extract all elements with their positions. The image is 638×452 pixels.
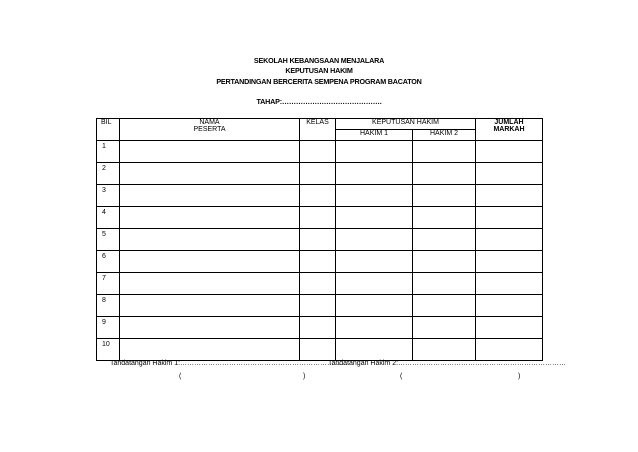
table-row [97,339,543,361]
header-bil: BIL [97,119,120,141]
stage-field: TAHAP:……………………………………. [256,97,382,106]
row-class[interactable] [300,339,336,361]
row-total[interactable] [476,185,543,207]
row-name[interactable] [120,339,300,361]
header-keputusan: KEPUTUSAN HAKIM [336,119,476,130]
row-hakim2[interactable] [413,317,476,339]
row-hakim1[interactable] [336,207,413,229]
header-jumlah-line2: MARKAH [493,126,525,133]
table-row [97,251,543,273]
row-hakim2[interactable] [413,207,476,229]
row-hakim1[interactable] [336,317,413,339]
row-hakim1[interactable] [336,251,413,273]
header-nama-line2: PESERTA [193,126,226,133]
row-name[interactable] [120,229,300,251]
row-class[interactable] [300,273,336,295]
judge2-name-open-paren: ( [400,373,403,380]
row-hakim1[interactable] [336,229,413,251]
header-kelas: KELAS [300,119,336,141]
row-name[interactable] [120,273,300,295]
header-jumlah-line1: JUMLAH [494,119,524,126]
row-hakim2[interactable] [413,229,476,251]
row-name[interactable] [120,251,300,273]
row-hakim2[interactable] [413,339,476,361]
row-number: 10 [97,339,120,361]
row-number: 6 [97,251,120,273]
row-number: 1 [97,141,120,163]
row-class[interactable] [300,295,336,317]
header-hakim2: HAKIM 2 [413,130,476,141]
row-name[interactable] [120,163,300,185]
row-name[interactable] [120,207,300,229]
row-hakim2[interactable] [413,251,476,273]
row-hakim1[interactable] [336,141,413,163]
table-row [97,163,543,185]
judge1-name-open-paren: ( [179,373,182,380]
row-total[interactable] [476,317,543,339]
school-name: SEKOLAH KEBANGSAAN MENJALARA [253,56,385,65]
row-total[interactable] [476,295,543,317]
row-name[interactable] [120,317,300,339]
header-hakim1: HAKIM 1 [336,130,413,141]
judge2-name-close-paren: ) [518,373,521,380]
row-class[interactable] [300,251,336,273]
header-nama [120,119,300,141]
table-row [97,185,543,207]
row-hakim1[interactable] [336,295,413,317]
table-row [97,141,543,163]
row-total[interactable] [476,229,543,251]
row-total[interactable] [476,273,543,295]
row-hakim2[interactable] [413,141,476,163]
row-number: 2 [97,163,120,185]
table-row [97,273,543,295]
event-title: PERTANDINGAN BERCERITA SEMPENA PROGRAM BACATON [216,77,422,86]
row-class[interactable] [300,163,336,185]
table-row [97,207,543,229]
judge1-signature-line: Tandatangan Hakim 1:……………………………………………………………… [110,360,349,367]
header-nama-line1: NAMA [199,119,220,126]
judge2-signature-line: Tandatangan Hakim 2:……………………………………………………………… [328,360,567,367]
row-hakim1[interactable] [336,185,413,207]
row-total[interactable] [476,207,543,229]
row-class[interactable] [300,317,336,339]
row-name[interactable] [120,141,300,163]
row-class[interactable] [300,141,336,163]
row-number: 8 [97,295,120,317]
document-title: KEPUTUSAN HAKIM [285,66,353,75]
row-number: 4 [97,207,120,229]
row-name[interactable] [120,295,300,317]
row-number: 9 [97,317,120,339]
row-class[interactable] [300,207,336,229]
row-total[interactable] [476,251,543,273]
row-name[interactable] [120,185,300,207]
row-number: 5 [97,229,120,251]
header-jumlah [476,119,543,141]
table-row [97,317,543,339]
row-hakim2[interactable] [413,185,476,207]
row-hakim1[interactable] [336,339,413,361]
row-total[interactable] [476,163,543,185]
row-hakim2[interactable] [413,273,476,295]
row-class[interactable] [300,229,336,251]
row-number: 3 [97,185,120,207]
judging-table [96,118,543,361]
row-number: 7 [97,273,120,295]
row-hakim1[interactable] [336,273,413,295]
judge1-name-close-paren: ) [303,373,306,380]
row-class[interactable] [300,185,336,207]
row-total[interactable] [476,339,543,361]
row-total[interactable] [476,141,543,163]
row-hakim1[interactable] [336,163,413,185]
table-row [97,295,543,317]
row-hakim2[interactable] [413,163,476,185]
table-row [97,229,543,251]
row-hakim2[interactable] [413,295,476,317]
